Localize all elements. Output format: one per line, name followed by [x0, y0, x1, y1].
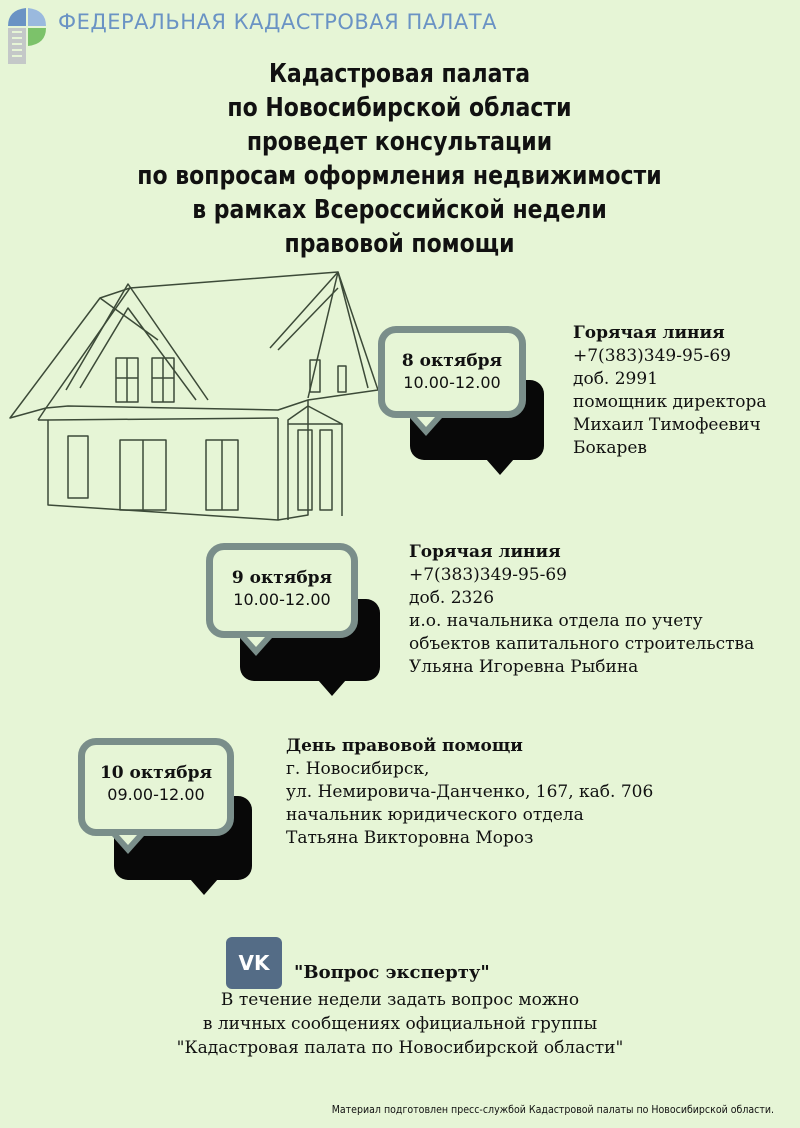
title-line: проведет консультации: [246, 127, 553, 157]
event-line: начальник юридического отдела: [286, 805, 584, 825]
event-line: ул. Немировича-Данченко, 167, каб. 706: [286, 782, 654, 802]
event-time: 09.00-12.00: [107, 785, 205, 804]
event-info: [573, 322, 767, 460]
event-date: 10 октября: [99, 763, 213, 783]
event-line: доб. 2991: [573, 369, 659, 389]
title-line: в рамках Всероссийской недели: [192, 195, 607, 225]
event-time: 10.00-12.00: [233, 590, 331, 609]
expert-line: "Кадастровая палата по Новосибирской области": [176, 1038, 624, 1058]
event-heading: Горячая линия: [409, 542, 561, 562]
event-date-bubble: [378, 326, 548, 476]
event-date-bubble: [78, 738, 253, 896]
event-info: [286, 735, 653, 850]
vk-icon[interactable]: [226, 937, 282, 989]
event-line: Ульяна Игоревна Рыбина: [409, 657, 639, 677]
event-line: и.о. начальника отдела по учету: [409, 611, 703, 631]
event-date-bubble: [206, 543, 381, 695]
expert-title: "Вопрос эксперту": [294, 962, 490, 983]
event-info: [409, 541, 754, 679]
event-line: Михаил Тимофеевич: [573, 415, 761, 435]
title-line: Кадастровая палата: [268, 59, 531, 89]
event-time: 10.00-12.00: [403, 373, 501, 392]
expert-line: в личных сообщениях официальной группы: [202, 1014, 598, 1034]
event-line: объектов капитального строительства: [409, 634, 755, 654]
vk-label: VK: [238, 951, 270, 975]
event-heading: День правовой помощи: [286, 736, 523, 756]
event-heading: Горячая линия: [573, 323, 725, 343]
footer-credit: Материал подготовлен пресс-службой Кадастровой палаты по Новосибирской области.: [331, 1104, 774, 1116]
org-name: ФЕДЕРАЛЬНАЯ КАДАСТРОВАЯ ПАЛАТА: [58, 10, 497, 34]
title-line: по вопросам оформления недвижимости: [137, 161, 662, 191]
page-title: [0, 57, 799, 261]
title-line: по Новосибирской области: [227, 93, 572, 123]
event-line: г. Новосибирск,: [286, 759, 430, 779]
event-date: 9 октября: [231, 568, 333, 588]
event-line: +7(383)349-95-69: [409, 565, 567, 585]
expert-text: [0, 988, 800, 1060]
event-line: доб. 2326: [409, 588, 495, 608]
event-line: помощник директора: [573, 392, 767, 412]
event-line: +7(383)349-95-69: [573, 346, 731, 366]
title-line: правовой помощи: [284, 229, 515, 259]
expert-line: В течение недели задать вопрос можно: [220, 990, 580, 1010]
house-illustration: [8, 270, 378, 530]
event-line: Бокарев: [573, 438, 648, 458]
event-date: 8 октября: [401, 351, 503, 371]
event-line: Татьяна Викторовна Мороз: [286, 828, 534, 848]
